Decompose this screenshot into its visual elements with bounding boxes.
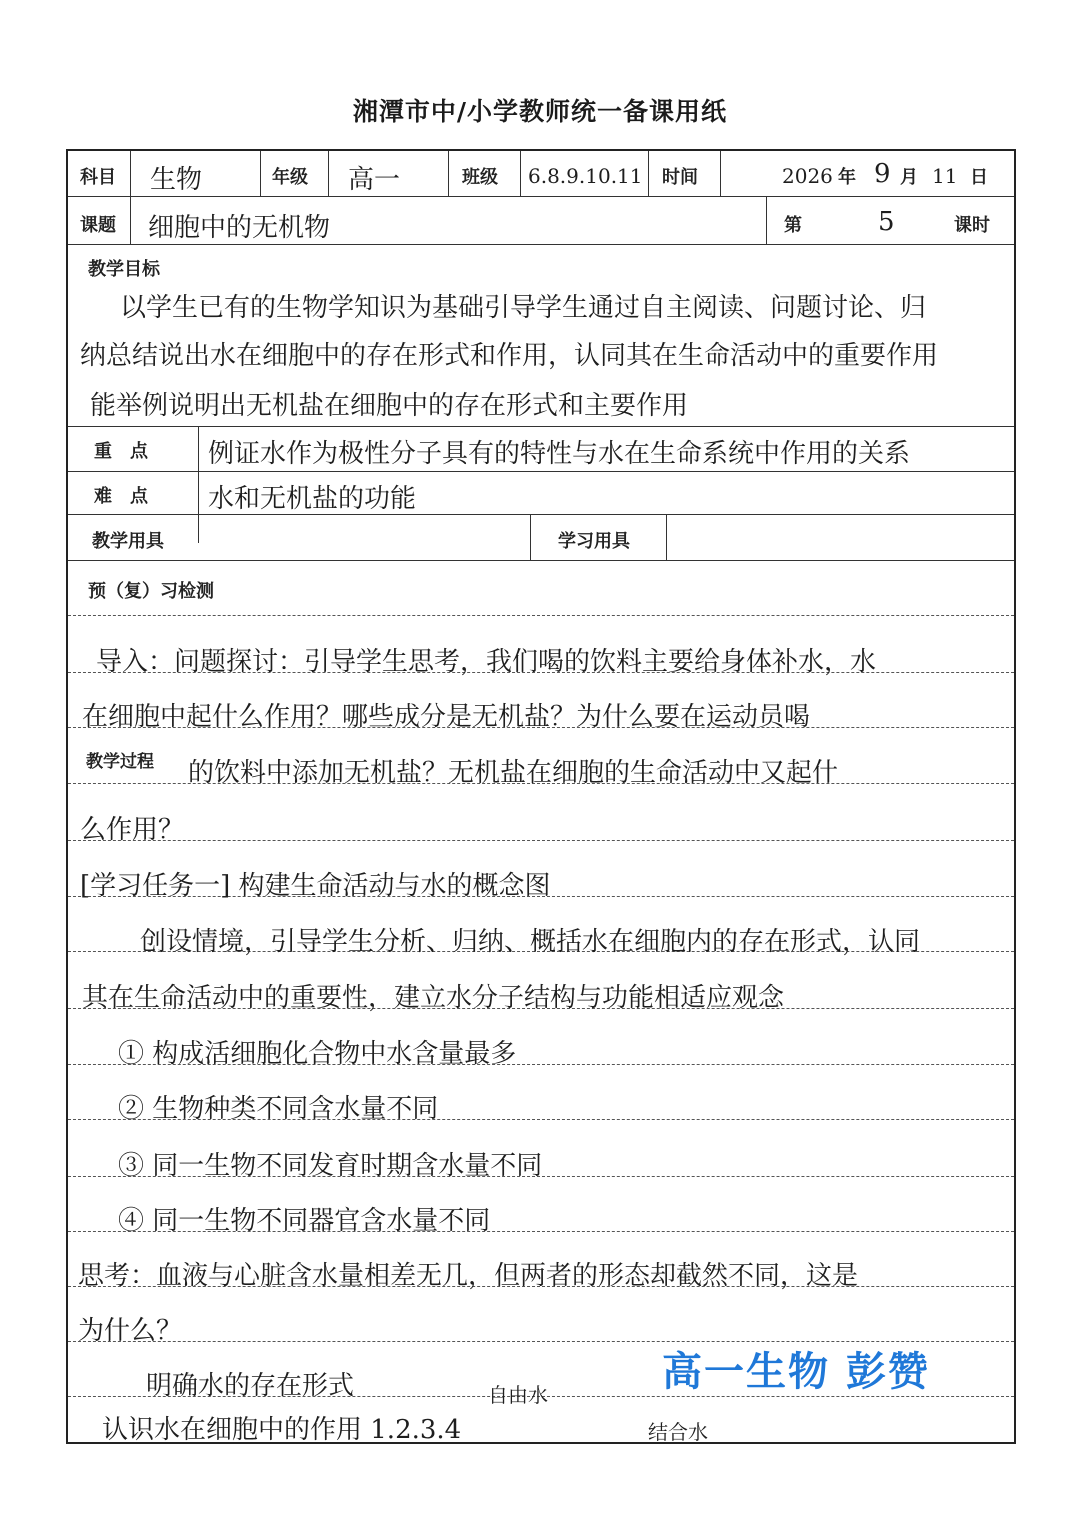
learning-tools-label: 学习用具 bbox=[558, 531, 630, 552]
process-line: 认识水在细胞中的作用 1.2.3.4 bbox=[102, 1415, 462, 1445]
process-line: 创设情境，引导学生分析、归纳、概括水在细胞内的存在形式，认同 bbox=[140, 927, 921, 957]
day-label: 日 bbox=[970, 167, 988, 188]
process-line: [学习任务一] 构建生命活动与水的概念图 bbox=[80, 871, 551, 901]
difficulties-value[interactable]: 水和无机盐的功能 bbox=[208, 484, 417, 514]
period-value[interactable]: 5 bbox=[878, 207, 895, 237]
process-line: 么作用？ bbox=[80, 815, 185, 845]
free-water-note: 自由水 bbox=[488, 1383, 548, 1407]
process-line: 其在生命活动中的重要性，建立水分子结构与功能相适应观念 bbox=[82, 983, 785, 1013]
process-label: 教学过程 bbox=[86, 752, 154, 772]
bound-water-note: 结合水 bbox=[648, 1420, 708, 1444]
period-unit: 课时 bbox=[954, 215, 990, 236]
objective-line: 纳总结说出水在细胞中的存在形式和作用，认同其在生命活动中的重要作用 bbox=[80, 341, 939, 371]
process-line: 为什么？ bbox=[78, 1316, 183, 1346]
grade-label: 年级 bbox=[272, 167, 308, 188]
subject-label: 科目 bbox=[80, 167, 116, 188]
objective-line: 以学生已有的生物学知识为基础引导学生通过自主阅读、问题讨论、归 bbox=[120, 293, 927, 323]
process-line: 思考：血液与心脏含水量相差无几，但两者的形态却截然不同，这是 bbox=[78, 1261, 859, 1291]
objective-line: 能举例说明出无机盐在细胞中的存在形式和主要作用 bbox=[90, 391, 689, 421]
process-line: ② 生物种类不同含水量不同 bbox=[118, 1094, 439, 1124]
process-line: 明确水的存在形式 bbox=[146, 1371, 355, 1401]
period-label: 第 bbox=[784, 215, 802, 236]
difficulties-label: 难 点 bbox=[94, 486, 148, 507]
month-value[interactable]: 9 bbox=[874, 159, 891, 189]
lesson-plan-form bbox=[66, 149, 1016, 1444]
process-line: 在细胞中起什么作用？哪些成分是无机盐？为什么要在运动员喝 bbox=[82, 702, 811, 732]
year-value[interactable]: 2026 bbox=[782, 164, 833, 188]
key-points-label: 重 点 bbox=[94, 441, 148, 462]
watermark: 高一生物 彭赞 bbox=[662, 1349, 930, 1395]
topic-label: 课题 bbox=[80, 215, 116, 236]
day-value[interactable]: 11 bbox=[932, 164, 958, 188]
teaching-tools-label: 教学用具 bbox=[92, 531, 164, 552]
process-line: ④ 同一生物不同器官含水量不同 bbox=[118, 1206, 491, 1236]
key-points-value[interactable]: 例证水作为极性分子具有的特性与水在生命系统中作用的关系 bbox=[208, 439, 911, 469]
process-line: ③ 同一生物不同发育时期含水量不同 bbox=[118, 1151, 543, 1181]
time-label: 时间 bbox=[662, 167, 698, 188]
objectives-label: 教学目标 bbox=[88, 259, 160, 280]
grade-value[interactable]: 高一 bbox=[348, 165, 401, 195]
year-label: 年 bbox=[838, 167, 856, 188]
page-title: 湘潭市中/小学教师统一备课用纸 bbox=[352, 97, 728, 126]
process-line: ① 构成活细胞化合物中水含量最多 bbox=[118, 1039, 517, 1069]
process-line: 导入：问题探讨：引导学生思考，我们喝的饮料主要给身体补水，水 bbox=[96, 647, 877, 677]
class-label: 班级 bbox=[462, 167, 498, 188]
class-value[interactable]: 6.8.9.10.11 bbox=[528, 164, 643, 188]
preview-label: 预（复）习检测 bbox=[88, 581, 214, 602]
topic-value[interactable]: 细胞中的无机物 bbox=[148, 213, 331, 243]
month-label: 月 bbox=[900, 167, 918, 188]
process-line: 的饮料中添加无机盐？无机盐在细胞的生命活动中又起什 bbox=[188, 758, 839, 788]
subject-value[interactable]: 生物 bbox=[150, 165, 203, 195]
